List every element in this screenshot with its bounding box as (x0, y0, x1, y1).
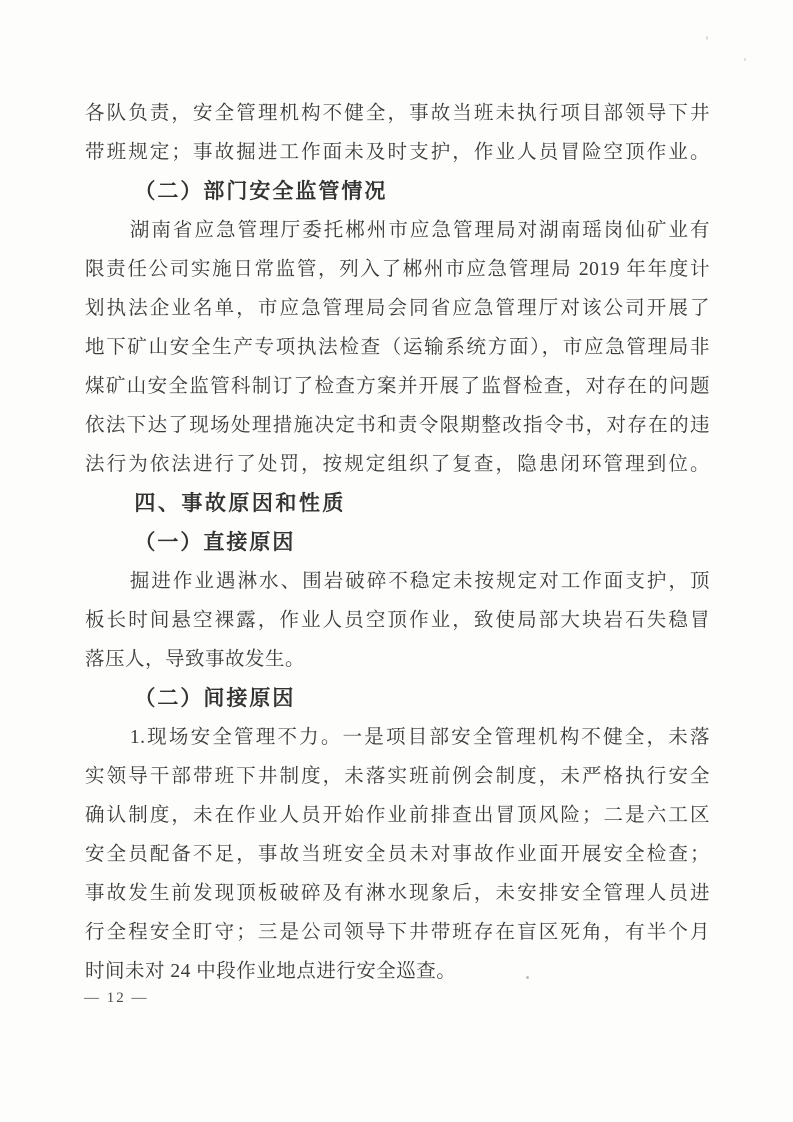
text-line: 各队负责，安全管理机构不健全，事故当班未执行项目部领导下井 (85, 103, 710, 124)
heading-line: 四、事故原因和性质 (134, 492, 346, 515)
text-line: 时间未对 24 中段作业地点进行安全巡查。 (85, 961, 457, 982)
document-body (85, 94, 710, 991)
text-line: 1.现场安全管理不力。一是项目部安全管理机构不健全，未落 (129, 727, 710, 748)
heading-indirect-cause (85, 679, 710, 718)
text-line: 湖南省应急管理厅委托郴州市应急管理局对湖南瑶岗仙矿业有 (129, 220, 710, 241)
text-line: 安全员配备不足，事故当班安全员未对事故作业面开展安全检查； (85, 844, 710, 865)
heading-line: （二）间接原因 (134, 686, 296, 710)
text-line: 事故发生前发现顶板破碎及有淋水现象后，未安排安全管理人员进 (85, 883, 710, 904)
scan-speck (744, 58, 746, 61)
text-line: 法行为依法进行了处罚，按规定组织了复查，隐患闭环管理到位。 (85, 454, 710, 475)
page-number: — 12 — (84, 990, 149, 1006)
text-line: 确认制度，未在作业人员开始作业前排查出冒顶风险；二是六工区 (85, 805, 710, 826)
text-line: 板长时间悬空裸露，作业人员空顶作业，致使局部大块岩石失稳冒 (85, 610, 710, 631)
text-line: 限责任公司实施日常监管，列入了郴州市应急管理局 2019 年年度计 (85, 259, 710, 280)
scan-speck (706, 36, 708, 40)
text-line: 依法下达了现场处理措施决定书和责令限期整改指令书，对存在的违 (85, 415, 710, 436)
heading-line: （一）直接原因 (134, 530, 296, 554)
text-line: 行全程安全盯守；三是公司领导下井带班存在盲区死角，有半个月 (85, 922, 710, 943)
heading-line: （二）部门安全监管情况 (134, 179, 388, 203)
text-line: 煤矿山安全监管科制订了检查方案并开展了监督检查，对存在的问题 (85, 376, 710, 397)
text-line: 划执法企业名单，市应急管理局会同省应急管理厅对该公司开展了 (85, 298, 710, 319)
heading-department-safety-supervision (85, 172, 710, 211)
paragraph-indirect-cause-item1 (85, 718, 710, 991)
heading-accident-cause-and-nature (85, 484, 710, 523)
scan-speck (526, 976, 529, 979)
text-line: 地下矿山安全生产专项执法检查（运输系统方面），市应急管理局非 (85, 337, 710, 358)
paragraph-supervision-deficiency-continued (85, 94, 710, 172)
text-line: 落压人，导致事故发生。 (85, 649, 306, 670)
paragraph-department-supervision-detail (85, 211, 710, 484)
heading-direct-cause (85, 523, 710, 562)
text-line: 掘进作业遇淋水、围岩破碎不稳定未按规定对工作面支护，顶 (129, 571, 710, 592)
text-line: 带班规定；事故掘进工作面未及时支护，作业人员冒险空顶作业。 (85, 142, 710, 163)
text-line: 实领导干部带班下井制度，未落实班前例会制度，未严格执行安全 (85, 766, 710, 787)
paragraph-direct-cause-detail (85, 562, 710, 679)
